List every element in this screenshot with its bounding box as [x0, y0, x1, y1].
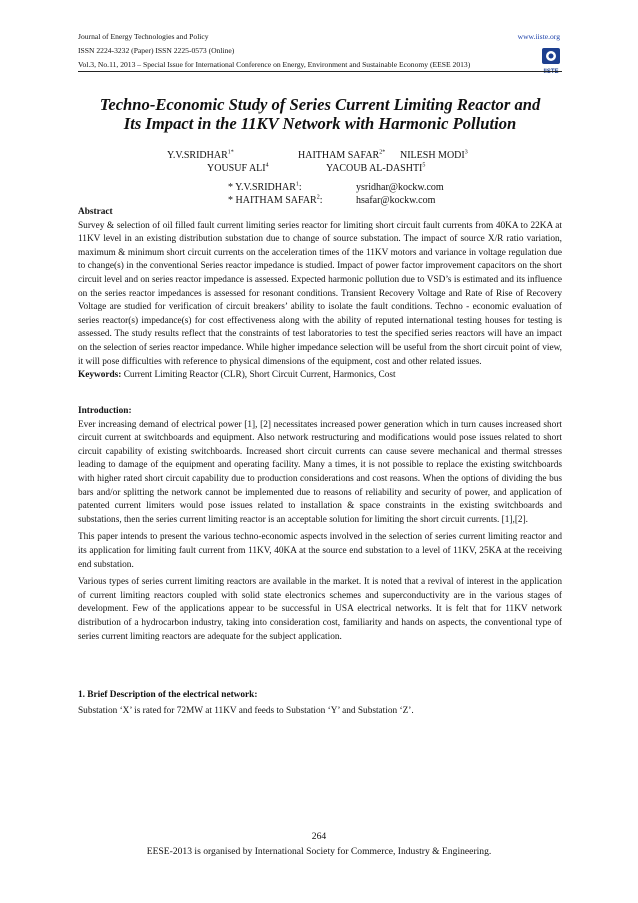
- header-divider: [78, 71, 562, 72]
- section-1: [78, 689, 562, 718]
- section-1-heading: 1. Brief Description of the electrical network:: [78, 690, 258, 700]
- footer-note: EESE-2013 is organised by International Society for Commerce, Industry & Engineering.: [146, 846, 492, 857]
- volume-line: Vol.3, No.11, 2013 – Special Issue for International Conference on Energy, Environment and Sustainable Economy (EESE 2013): [78, 60, 471, 69]
- author-5: YACOUB AL-DASHTI$^5$: [326, 162, 426, 174]
- intro-paragraph-3: Various types of series current limiting reactors are available in the market. It is noted that a revival of interest in the application of current limiting reactors coupled with solid state electronics schemes and superconductivity are in the various stages of development. Few of the applications appear to be successful in USA electrical networks. It is felt that for 11KV network distribution of a hydrocarbon industry, taking into consideration cost, familiarity and hands on aspects, the conventional type of series current limiting reactors are adequate for the subject application.: [78, 577, 562, 642]
- author-2: HAITHAM $SAFAR^{2*}$: [298, 149, 386, 161]
- corresponding-author-1: * Y.V.SRIDHAR$^1$:: [228, 181, 302, 193]
- section-1-text: Substation ‘X’ is rated for 72MW at 11KV and feeds to Substation ‘Y’ and Substation ‘Z’.: [78, 705, 414, 716]
- page-number: 264: [311, 831, 327, 842]
- introduction-section: [78, 405, 562, 644]
- abstract-text: Survey & selection of oil filled fault current limiting series reactor for limiting short circuit fault currents from 40KA to 22KA at 11KV level in an existing distribution substation due to change of source substation. The impact of source X/R ratio variation, maximum & minimum short circuit currents on the acceleration times of the 11KV motors and variance in voltage regulation due to change(s) in the conventional Series reactor impedance is studied. Impact of power factor improvement capacitors on the short circuit level and on series reactor impedance is assessed. Expected harmonic pollution due to VSD’s is estimated and its influence on the series reactor impedances is assessed for resonant conditions. Transient Recovery Voltage and Rate of Rise of Recovery Voltage are studied for verification of circuit breakers’ ability to isolate the fault conditions. Techno - economic evaluation of series reactor(s) impedance(s) for cost effectiveness along with the ability of reputed international testing houses for testing is assessed. The study results reflect that the constraints of test laboratories to test the specified series reactors will have an impact on the selection of series reactor impedance. While higher impedance selection will be useful from the short circuit point of view, it will pose difficulties with reference to physical dimensions of the equipment, cost and other related issues.: [78, 220, 562, 367]
- email-2-link[interactable]: hsafar@kockw.com: [356, 195, 436, 206]
- intro-paragraph-1: Ever increasing demand of electrical power [1], [2] necessitates increased power generation which in turn causes increased short circuit current at switchboards and equipment. Also network restructuring and modifications would pose issues related to short circuit capability of existing switchboards. Increased short circuit currents can cause severe mechanical and thermal stresses leading to damage of the equipment and operating facility. Many a times, it is not possible to replace the existing switchboards with higher rated short circuit capability due to production considerations and cost reasons. When the options of dividing the bus bars and/or splitting the network cannot be implemented due to reasons of reliability and security of power, and application of patented current limiters would pose issues related to installation & space constraints in the existing switchboards and substations, then the series current limiting reactor is an acceptable solution for limiting the short circuit currents. [1],[2].: [78, 419, 562, 525]
- title-line-2: Its Impact in the 11KV Network with Harmonic Pollution: [123, 114, 517, 133]
- author-3: NILESH MODI$^3$: [400, 149, 468, 161]
- title-line-1: Techno-Economic Study of Series Current Limiting Reactor and: [99, 95, 541, 114]
- paper-title: [70, 95, 570, 133]
- abstract-section: [78, 206, 562, 383]
- issn-line: ISSN 2224-3232 (Paper) ISSN 2225-0573 (Online): [78, 46, 235, 55]
- keywords-label: Keywords:: [78, 370, 122, 381]
- intro-paragraph-2: This paper intends to present the various techno-economic aspects involved in the selection of series current limiting reactor and its application for limiting fault current from 11KV, 40KA at the source end substation to a level of 11KV, 25KA at the receiving end substation.: [78, 532, 562, 570]
- keywords-line: [78, 369, 562, 383]
- abstract-heading: Abstract: [78, 207, 113, 217]
- logo-text: IISTE: [543, 69, 559, 75]
- journal-name: Journal of Energy Technologies and Policy: [78, 32, 209, 41]
- introduction-heading: Introduction:: [78, 406, 132, 416]
- journal-url-link[interactable]: www.iiste.org: [517, 32, 560, 41]
- keywords-text: Current Limiting Reactor (CLR), Short Circuit Current, Harmonics, Cost: [121, 370, 396, 381]
- email-1-link[interactable]: ysridhar@kockw.com: [356, 182, 444, 193]
- author-4: YOUSUF ALI$^4$: [207, 162, 269, 174]
- author-1: $Y.V.SRIDHAR^{1*}$: [167, 149, 234, 161]
- corresponding-author-2: * HAITHAM SAFAR$^2$:: [228, 194, 323, 206]
